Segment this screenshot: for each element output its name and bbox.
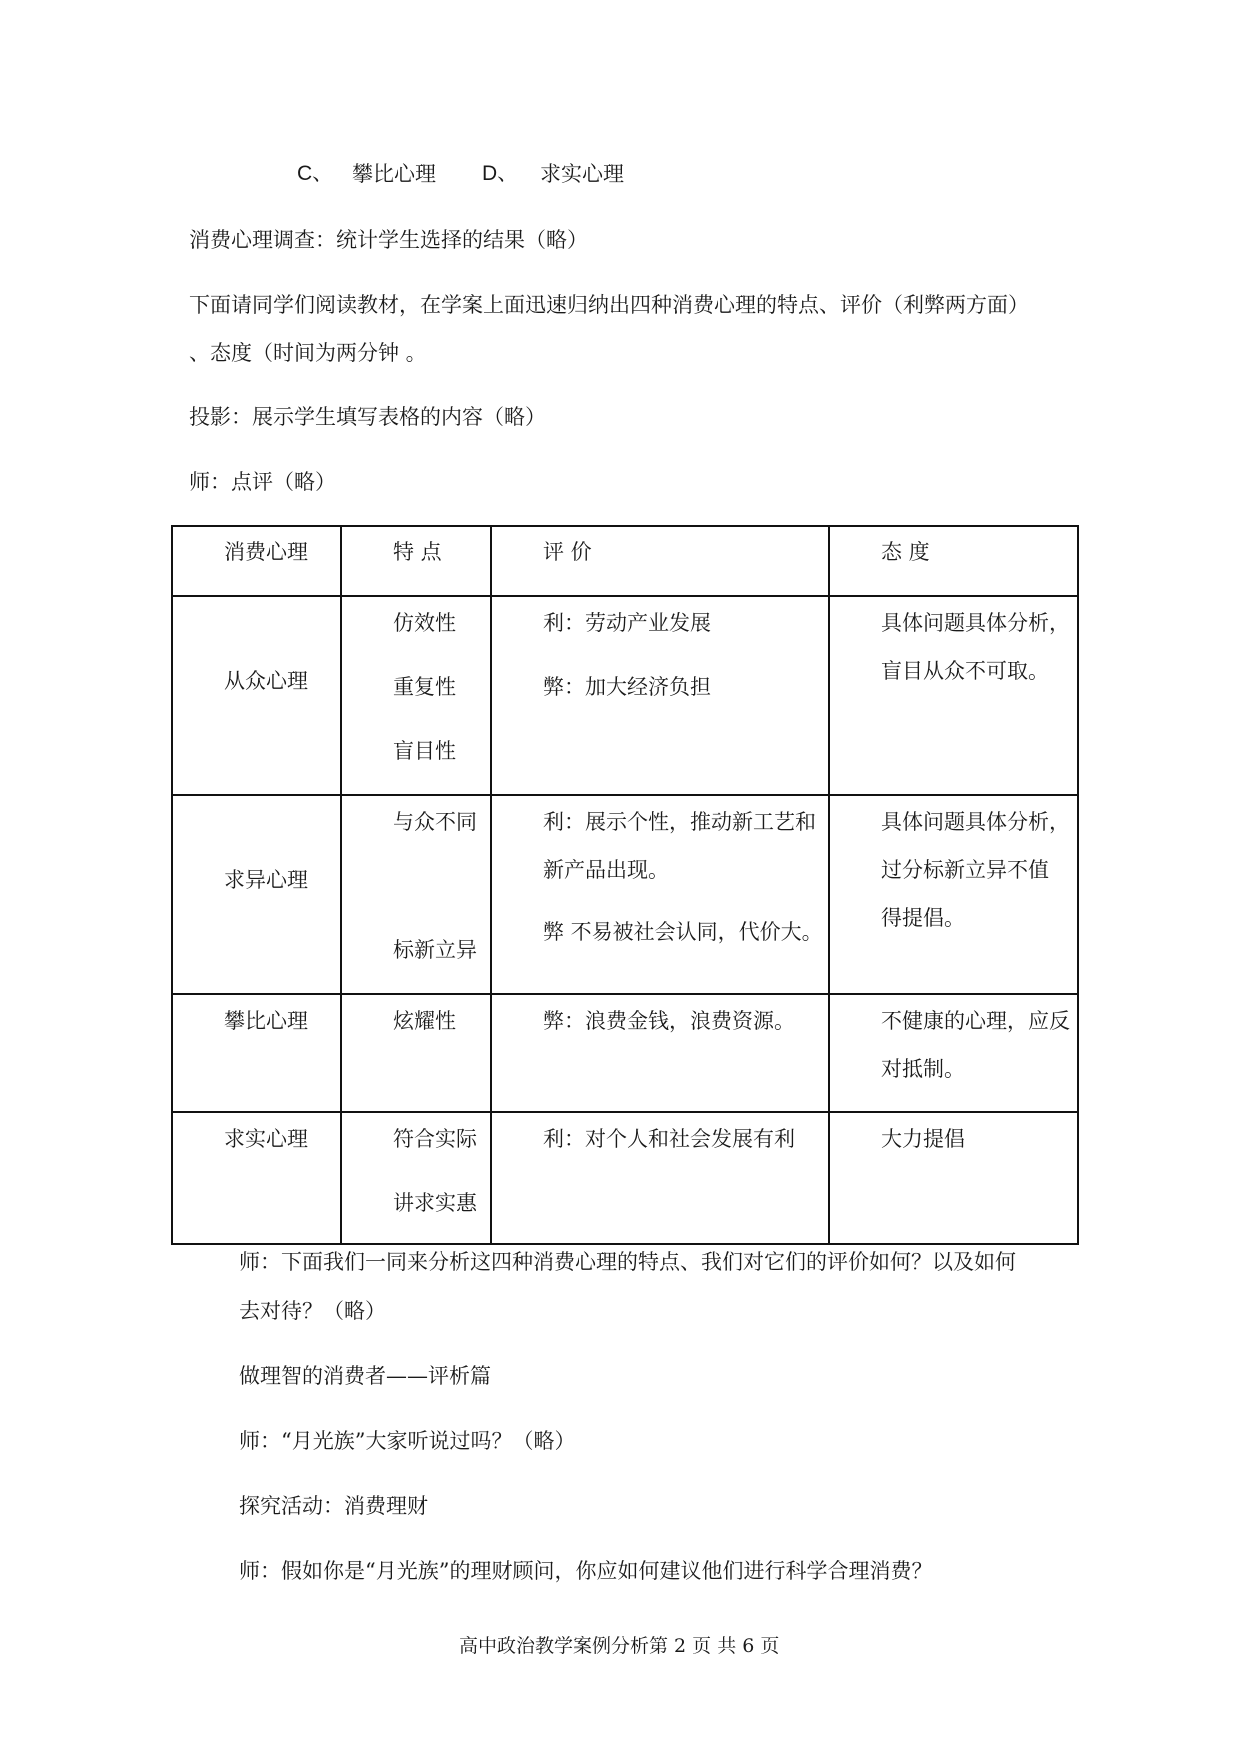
analysis-paragraph-line-2: 去对待？（略） xyxy=(239,1299,386,1323)
inquiry-activity: 探究活动：消费理财 xyxy=(239,1494,428,1518)
instruction-paragraph-line-1: 下面请同学们阅读教材，在学案上面迅速归纳出四种消费心理的特点、评价（利弊两方面） xyxy=(189,293,1029,317)
option-d-text: 求实心理 xyxy=(540,162,624,186)
row-attitude: 对抵制。 xyxy=(881,1057,965,1081)
row-attitude: 得提倡。 xyxy=(881,906,965,930)
moonlight-question: 师：“月光族”大家听说过吗？（略） xyxy=(239,1429,576,1453)
instruction-paragraph-line-2: 、态度（时间为两分钟 。 xyxy=(189,341,427,365)
section-title: 做理智的消费者——评析篇 xyxy=(239,1364,491,1388)
row-attitude: 不健康的心理，应反 xyxy=(881,1009,1070,1033)
option-c-text: 攀比心理 xyxy=(352,162,436,186)
row-name: 从众心理 xyxy=(224,669,308,693)
row-name: 攀比心理 xyxy=(224,1009,308,1033)
header-attitude: 态 度 xyxy=(881,540,930,564)
row-evaluation: 弊 不易被社会认同，代价大。 xyxy=(543,920,823,944)
header-evaluation: 评 价 xyxy=(543,540,592,564)
table-row xyxy=(172,1112,1078,1244)
consumer-psychology-table xyxy=(171,525,1079,1245)
row-feature: 仿效性 xyxy=(393,611,456,635)
page-footer: 高中政治教学案例分析第 2 页 共 6 页 xyxy=(459,1635,780,1657)
survey-paragraph: 消费心理调查：统计学生选择的结果（略） xyxy=(189,228,588,252)
row-feature: 与众不同 xyxy=(393,810,477,834)
row-attitude: 盲目从众不可取。 xyxy=(881,659,1049,683)
row-evaluation: 新产品出现。 xyxy=(543,858,669,882)
row-feature: 讲求实惠 xyxy=(393,1191,477,1215)
table-row xyxy=(172,994,1078,1112)
row-attitude: 过分标新立异不值 xyxy=(881,858,1049,882)
advice-question: 师：假如你是“月光族”的理财顾问，你应如何建议他们进行科学合理消费？ xyxy=(239,1559,933,1583)
row-attitude: 具体问题具体分析， xyxy=(881,810,1070,834)
table-row xyxy=(172,795,1078,994)
table-header-row xyxy=(172,526,1078,596)
row-attitude: 具体问题具体分析， xyxy=(881,611,1070,635)
header-features: 特 点 xyxy=(393,540,442,564)
row-attitude: 大力提倡 xyxy=(881,1127,965,1151)
row-feature: 符合实际 xyxy=(393,1127,477,1151)
header-psychology: 消费心理 xyxy=(224,540,308,564)
teacher-comment-paragraph: 师：点评（略） xyxy=(189,470,336,494)
row-evaluation: 弊：浪费金钱，浪费资源。 xyxy=(543,1009,795,1033)
row-evaluation: 弊：加大经济负担 xyxy=(543,675,711,699)
table-row xyxy=(172,596,1078,795)
row-feature: 标新立异 xyxy=(393,938,477,962)
row-evaluation: 利：劳动产业发展 xyxy=(543,611,711,635)
row-feature: 盲目性 xyxy=(393,739,456,763)
row-name: 求实心理 xyxy=(224,1127,308,1151)
row-name: 求异心理 xyxy=(224,868,308,892)
option-c-letter: C、 xyxy=(297,162,334,185)
row-evaluation: 利：对个人和社会发展有利 xyxy=(543,1127,795,1151)
row-feature: 重复性 xyxy=(393,675,456,699)
analysis-paragraph-line-1: 师：下面我们一同来分析这四种消费心理的特点、我们对它们的评价如何？以及如何 xyxy=(239,1250,1016,1274)
row-evaluation: 利：展示个性，推动新工艺和 xyxy=(543,810,816,834)
projection-paragraph: 投影：展示学生填写表格的内容（略） xyxy=(189,405,546,429)
option-d-letter: D、 xyxy=(482,162,519,185)
row-feature: 炫耀性 xyxy=(393,1009,456,1033)
